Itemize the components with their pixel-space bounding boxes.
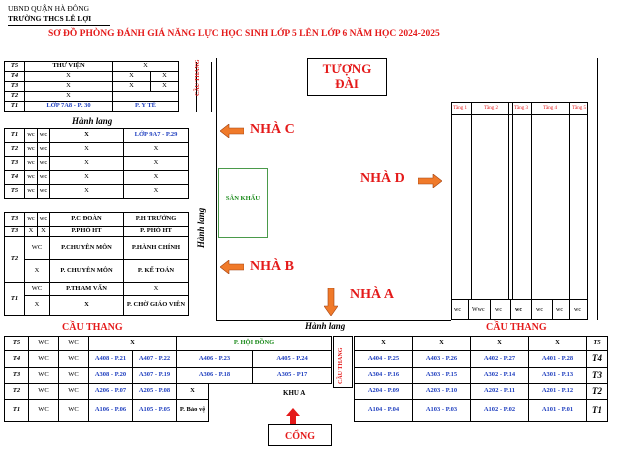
floor-label: T1 — [5, 283, 25, 316]
nha-c-upper-table — [4, 61, 212, 112]
nha-a-right-table — [354, 336, 608, 422]
hanh-lang-bottom-label: Hành lang — [305, 321, 346, 331]
tuong-dai-label: TƯỢNG ĐÀI — [322, 61, 372, 91]
classroom: A203 - P.10 — [413, 384, 471, 400]
tang-label: Tầng 3 — [514, 106, 529, 111]
wc-room: WC — [59, 400, 89, 422]
classroom: A201 - P.12 — [529, 384, 587, 400]
wc-room: wc — [515, 307, 522, 313]
pho-ht-room: P.PHÓ HT — [50, 227, 124, 237]
floor-label: T3 — [5, 213, 25, 227]
floor-label: T2 — [5, 237, 25, 283]
room-x: X — [38, 227, 50, 237]
classroom: A306 - P.18 — [177, 368, 253, 384]
school-name: TRƯỜNG THCS LÊ LỢI — [8, 14, 92, 23]
room-x: X — [413, 337, 471, 351]
classroom: A104 - P.04 — [355, 400, 413, 422]
wc-room: WC — [29, 337, 59, 351]
ke-toan-room: P. KẾ TOÁN — [124, 260, 189, 283]
tham-van-room: P.THAM VẤN — [50, 283, 124, 296]
district-name: UBND QUẬN HÀ ĐÔNG — [8, 4, 90, 13]
wc-room: wc — [38, 143, 50, 157]
wc-room: wc — [25, 129, 38, 143]
classroom: A205 - P.08 — [133, 384, 177, 400]
nha-d-wc-divider — [531, 299, 532, 320]
room-x: X — [25, 92, 113, 102]
room-x: X — [124, 283, 189, 296]
floor-label: T3 — [5, 368, 29, 384]
classroom: A407 - P.22 — [133, 351, 177, 368]
wc-room: wc — [38, 185, 50, 199]
nha-d-divider — [531, 102, 532, 299]
wc-room: wc — [25, 185, 38, 199]
room-x: X — [50, 296, 124, 316]
room-x: X — [50, 143, 124, 157]
room-x: X — [50, 157, 124, 171]
wc-room: wc — [574, 307, 581, 313]
khu-a-label: KHU A — [283, 389, 306, 397]
wc-room: wc — [536, 307, 543, 313]
floor-label: T1 — [5, 102, 25, 112]
floor-label: T5 — [5, 62, 25, 72]
room-x: X — [471, 337, 529, 351]
wc-room: wc — [38, 157, 50, 171]
nha-c-lower-table — [4, 128, 189, 199]
floor-label: T4 — [587, 351, 608, 368]
classroom: A102 - P.02 — [471, 400, 529, 422]
nha-b-table — [4, 212, 189, 316]
wc-room: wc — [25, 171, 38, 185]
room-x: X — [124, 171, 189, 185]
classroom: A103 - P.03 — [413, 400, 471, 422]
classroom: A307 - P.19 — [133, 368, 177, 384]
floor-label: T4 — [5, 171, 25, 185]
courtyard-left-wall — [216, 58, 217, 320]
lop-7a8-room: LỚP 7A8 - P. 30 — [25, 102, 113, 112]
room-x: X — [151, 72, 179, 82]
room-x: X — [25, 227, 38, 237]
san-khau-stage — [218, 168, 268, 238]
arrow-down-icon — [324, 288, 338, 316]
hoi-dong-room: P. HỘI ĐỒNG — [177, 337, 332, 351]
arrow-left-icon — [220, 260, 244, 274]
nha-d-wc-divider — [510, 299, 511, 320]
nha-a-label: NHÀ A — [350, 287, 394, 302]
cong-label: CỔNG — [285, 431, 315, 442]
floor-label: T2 — [5, 143, 25, 157]
tang-label: Tầng 5 — [572, 106, 587, 111]
room-x: X — [25, 296, 50, 316]
cho-giao-vien-room: P. CHỜ GIÁO VIÊN — [124, 296, 189, 316]
classroom: A403 - P.26 — [413, 351, 471, 368]
classroom: A105 - P.05 — [133, 400, 177, 422]
tang-label: Tầng 2 — [484, 106, 499, 111]
classroom: A406 - P.23 — [177, 351, 253, 368]
san-khau-label: SÂN KHẤU — [225, 195, 261, 202]
room-x: X — [25, 72, 113, 82]
nha-d-divider — [512, 102, 513, 299]
hanh-lang-label: Hành lang — [72, 116, 113, 126]
room-x: X — [89, 337, 177, 351]
chuyen-mon-room: P.CHUYÊN MÔN — [50, 237, 124, 260]
wc-room: wc — [25, 157, 38, 171]
wc-room: WC — [29, 368, 59, 384]
classroom: A405 - P.24 — [253, 351, 332, 368]
floor-label: T3 — [5, 227, 25, 237]
wc-room: WC — [29, 400, 59, 422]
wc-room: wc — [38, 213, 50, 227]
floor-label: T1 — [587, 400, 608, 422]
floor-label: T2 — [587, 384, 608, 400]
pho-ht-room-2: P. PHÓ HT — [124, 227, 189, 237]
nha-d-wc-divider — [490, 299, 491, 320]
floor-label: T1 — [5, 129, 25, 143]
classroom: A304 - P.16 — [355, 368, 413, 384]
room-x: X — [124, 143, 189, 157]
nha-d-divider — [471, 102, 472, 299]
nha-d-wc-divider — [468, 299, 469, 320]
room-x: X — [25, 260, 50, 283]
floor-label: T4 — [5, 351, 29, 368]
tuong-dai-monument — [307, 58, 387, 96]
room-x: X — [113, 72, 151, 82]
floor-label: T3 — [5, 82, 25, 92]
cau-thang-middle-label: CẦU THANG — [338, 347, 344, 384]
wc-room: WC — [59, 384, 89, 400]
floor-label: T4 — [5, 72, 25, 82]
room-x: X — [50, 171, 124, 185]
wc-room: wc — [38, 171, 50, 185]
courtyard-right-wall — [597, 58, 598, 320]
chuyen-mon-room-2: P. CHUYÊN MÔN — [50, 260, 124, 283]
classroom: A402 - P.27 — [471, 351, 529, 368]
hanh-chinh-room: P.HÀNH CHÍNH — [124, 237, 189, 260]
floor-label: T1 — [5, 400, 29, 422]
classroom: A408 - P.21 — [89, 351, 133, 368]
wc-room: WC — [59, 351, 89, 368]
school-underline — [8, 25, 110, 26]
classroom: A302 - P.14 — [471, 368, 529, 384]
thu-vien-room: THƯ VIỆN — [25, 62, 113, 72]
room-x: X — [529, 337, 587, 351]
hanh-lang-vertical-label: Hành lang — [196, 207, 206, 248]
classroom: A404 - P.25 — [355, 351, 413, 368]
tang-label: Tầng 4 — [543, 106, 558, 111]
wc-room: WC — [25, 283, 50, 296]
wc-room: WC — [25, 237, 50, 260]
cau-thang-left-label: CẦU THANG — [62, 322, 123, 333]
arrow-left-icon — [220, 124, 244, 138]
wc-room: Wwc — [472, 307, 485, 313]
wc-room: wc — [495, 307, 502, 313]
wc-room: WC — [29, 384, 59, 400]
classroom: A106 - P.06 — [89, 400, 133, 422]
wc-room: wc — [556, 307, 563, 313]
bao-ve-room: P. Bảo vệ — [177, 400, 209, 422]
wc-room: wc — [25, 213, 38, 227]
classroom: A308 - P.20 — [89, 368, 133, 384]
room-x: X — [124, 185, 189, 199]
c-doan-room: P.C ĐOÀN — [50, 213, 124, 227]
lop-9a7-room: LỚP 9A7 - P.29 — [124, 129, 189, 143]
floor-label: T3 — [5, 157, 25, 171]
room-x: X — [25, 82, 113, 92]
classroom: A202 - P.11 — [471, 384, 529, 400]
arrow-right-icon — [418, 174, 442, 188]
wc-room: WC — [59, 337, 89, 351]
nha-d-wc-line — [451, 299, 588, 300]
wc-room: wc — [454, 307, 461, 313]
nha-d-label: NHÀ D — [360, 171, 405, 186]
cau-thang-right-label: CẦU THANG — [486, 322, 547, 333]
floor-label: T2 — [5, 384, 29, 400]
nha-d-divider — [508, 102, 509, 299]
classroom: A303 - P.15 — [413, 368, 471, 384]
nha-c-label: NHÀ C — [250, 122, 295, 137]
classroom: A305 - P17 — [253, 368, 332, 384]
wc-room: wc — [25, 143, 38, 157]
wc-room: WC — [29, 351, 59, 368]
classroom: A206 - P.07 — [89, 384, 133, 400]
room-x: X — [50, 129, 124, 143]
y-te-room: P. Y TẾ — [113, 102, 179, 112]
cau-thang-label: CẦU THANG — [195, 59, 201, 96]
wc-room: wc — [38, 129, 50, 143]
nha-d-divider — [569, 102, 570, 320]
page-title: SƠ ĐỒ PHÒNG ĐÁNH GIÁ NĂNG LỰC HỌC SINH LỚP 5 LÊN LỚP 6 NĂM HỌC 2024-2025 — [48, 29, 440, 39]
tang-label: Tầng 1 — [453, 106, 468, 111]
room-x: X — [124, 157, 189, 171]
classroom: A401 - P.28 — [529, 351, 587, 368]
room-x: X — [355, 337, 413, 351]
nha-b-label: NHÀ B — [250, 259, 294, 274]
room-x: X — [177, 384, 209, 400]
floor-label: T5 — [5, 337, 29, 351]
floor-label: T2 — [5, 92, 25, 102]
nha-d-wc-divider — [552, 299, 553, 320]
classroom: A301 - P.13 — [529, 368, 587, 384]
wc-room: WC — [59, 368, 89, 384]
classroom: A101 - P.01 — [529, 400, 587, 422]
cong-gate — [268, 424, 332, 446]
floor-label: T3 — [587, 368, 608, 384]
room-x: X — [50, 185, 124, 199]
room-x: X — [151, 82, 179, 92]
arrow-up-icon — [286, 408, 300, 424]
room-x: X — [113, 82, 151, 92]
nha-a-left-table — [4, 336, 332, 422]
classroom: A204 - P.09 — [355, 384, 413, 400]
room-x: X — [113, 62, 179, 72]
floor-label: T5 — [5, 185, 25, 199]
h-truong-room: P.H TRƯỞNG — [124, 213, 189, 227]
floor-label: T5 — [587, 337, 608, 351]
